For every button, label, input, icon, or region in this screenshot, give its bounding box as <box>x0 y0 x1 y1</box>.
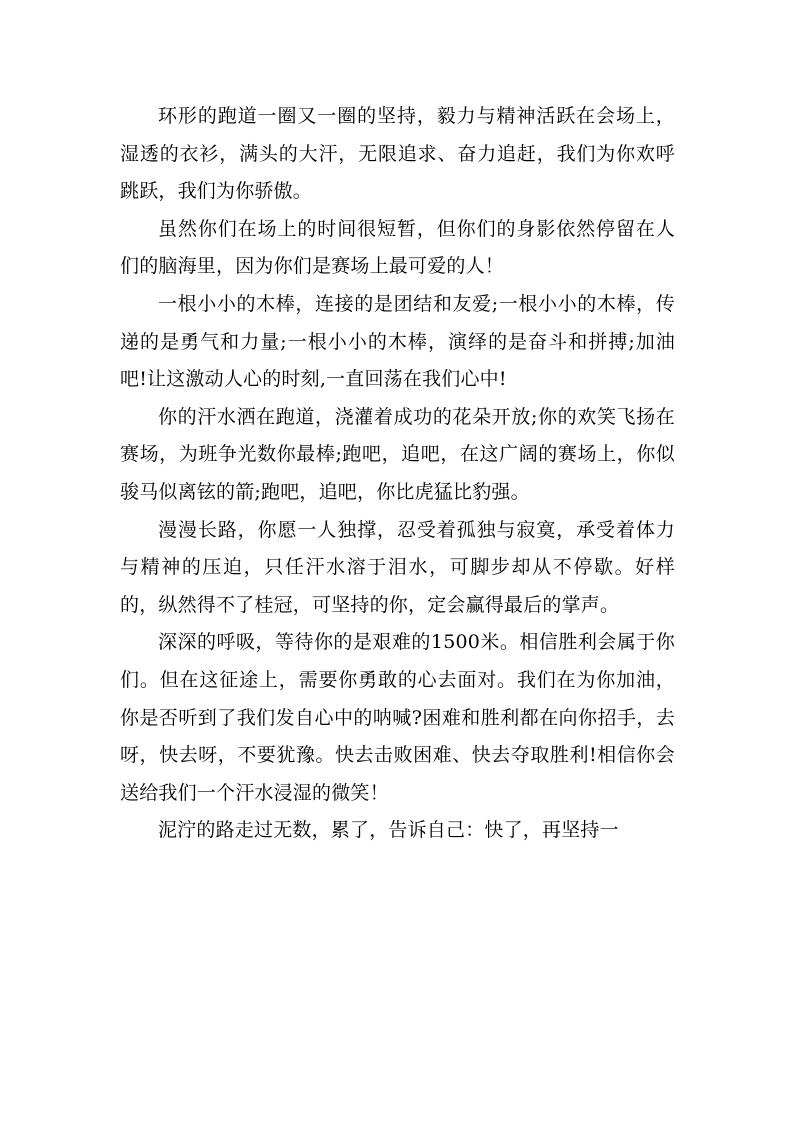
paragraph-7: 泥泞的路走过无数，累了，告诉自己：快了，再坚持一 <box>158 819 619 842</box>
document-body <box>120 98 675 850</box>
paragraph-5: 漫漫长路，你愿一人独撑，忍受着孤独与寂寞，承受着体力与精神的压迫，只任汗水溶于泪水，可脚步却从不停歇。好样的，纵然得不了桂冠，可坚持的你，定会赢得最后的掌声。 <box>120 518 675 616</box>
paragraph-2: 虽然你们在场上的时间很短暂，但你们的身影依然停留在人们的脑海里，因为你们是赛场上最可爱的人！ <box>120 217 675 278</box>
paragraph-6: 深深的呼吸，等待你的是艰难的1500米。相信胜利会属于你们。但在这征途上，需要你勇敢的心去面对。我们在为你加油，你是否听到了我们发自心中的呐喊?困难和胜利都在向你招手，去呀，快去呀，不要犹豫。快去击败困难、快去夺取胜利!相信你会送给我们一个汗水浸湿的微笑！ <box>120 631 675 804</box>
paragraph-3: 一根小小的木棒，连接的是团结和友爱;一根小小的木棒，传递的是勇气和力量;一根小小的木棒，演绎的是奋斗和拼搏;加油吧!让这激动人心的时刻,一直回荡在我们心中! <box>120 292 675 391</box>
paragraph-1: 环形的跑道一圈又一圈的坚持，毅力与精神活跃在会场上，湿透的衣衫，满头的大汗，无限追求、奋力追赶，我们为你欢呼跳跃，我们为你骄傲。 <box>120 105 675 203</box>
paragraph-4: 你的汗水洒在跑道，浇灌着成功的花朵开放;你的欢笑飞扬在赛场，为班争光数你最棒;跑吧，追吧，在这广阔的赛场上，你似骏马似离铉的箭;跑吧，追吧，你比虎猛比豹强。 <box>120 405 675 503</box>
